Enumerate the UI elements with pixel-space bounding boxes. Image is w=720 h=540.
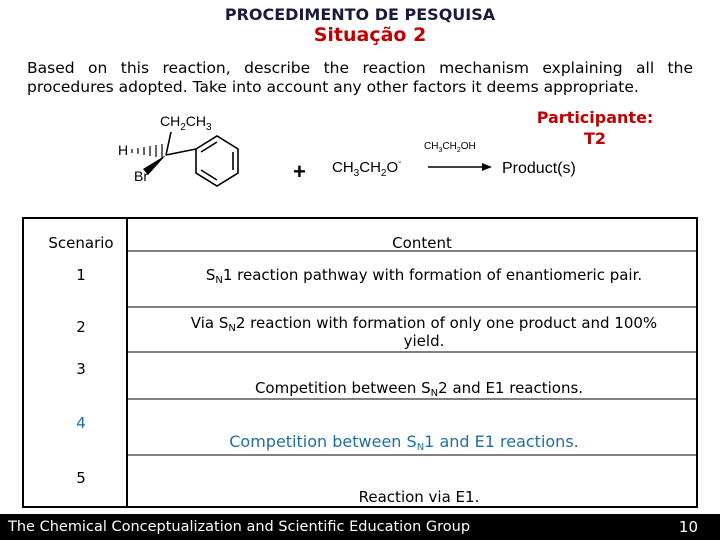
substituent-label: $CH_2CH_3$ [160,113,212,133]
plus-sign: + [293,159,306,184]
row-4-num: 4 [76,414,86,432]
row-5-content: Reaction via E1. [358,488,480,506]
header-content: Content [392,234,452,252]
question-text: Based on this reaction, describe the reaction mechanism explaining all the procedures adopted. Take into account any other factors it deems appropriate. [27,59,693,96]
page-subtitle: Situação 2 [313,24,427,46]
header-scenario: Scenario [48,234,114,252]
ethyl-bond [166,132,171,155]
page-title: PROCEDIMENTO DE PESQUISA [224,5,496,24]
arrow-head [482,163,492,171]
participant-label: Participante: [536,108,654,127]
reaction-scheme [110,105,620,217]
footer-bar [0,514,720,540]
row-1-content: $S_N1$ reaction pathway with formation of enantiomeric pair. [205,266,643,286]
row-5-num: 5 [76,469,86,487]
row-2-num: 2 [76,318,86,336]
row-2-content: Via $S_N2$ reaction with formation of only one product and 100% yield. [190,314,658,350]
row-1-num: 1 [76,266,86,284]
participant-id: T2 [583,129,607,148]
benzene-ring [196,136,238,186]
row-3-num: 3 [76,360,86,378]
row-3-content: Competition between $S_N2$ and E1 reactions. [254,379,584,399]
row-4-content: Competition between $S_N1$ and E1 reactions. [229,432,579,453]
reagent-label: $CH_3CH_2O^-$ [332,157,402,179]
scenario-table [22,217,698,508]
product-label: Product(s) [502,160,576,177]
ring-bond [166,149,196,155]
solvent-label: $CH_3CH_2OH$ [424,141,476,154]
br-label: Br [134,168,148,184]
page-number: 10 [678,518,698,536]
footer-text: The Chemical Conceptualization and Scientific Education Group [8,519,471,535]
hashed-wedge [132,144,162,158]
h-label: H [118,142,129,158]
